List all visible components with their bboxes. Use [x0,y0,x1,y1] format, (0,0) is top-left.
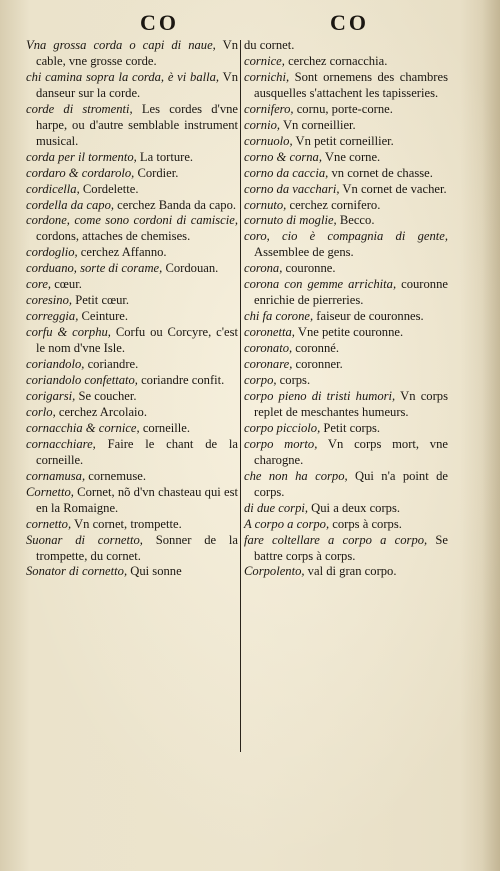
entry-definition: cordons, attaches de chemises. [36,229,191,244]
right-column [244,38,448,580]
running-head-left: CO [140,10,179,35]
dictionary-entry [26,261,238,277]
entry-headword: Vna grossa corda o capi di naue, [26,38,216,52]
entry-headword: cornacchia & cornice, [26,420,140,435]
entry-headword: coronetta, [244,325,295,340]
entry-headword: coronato, [244,341,293,356]
dictionary-entry [26,70,238,102]
entry-headword: coronare, [244,357,293,372]
dictionary-entry [244,325,448,341]
entry-headword: cornuolo, [244,133,293,148]
dictionary-entry [26,38,238,70]
entry-definition: Vn cornet de vacher. [339,181,447,196]
entry-headword: corno da caccia, [244,165,329,180]
entry-definition: cerchez cornacchia. [284,53,388,68]
entry-definition: Corfu ou Corcyre, c'est le nom d'vne Isle. [36,325,238,356]
entry-headword: chi camina sopra la corda, è vi balla, [26,69,220,84]
dictionary-entry [26,182,238,198]
dictionary-entry [244,166,448,182]
entry-definition: cerchez Affanno. [77,245,167,260]
dictionary-entry [26,293,238,309]
column-divider [240,40,241,752]
entry-definition: Sonner de la trompette, du cornet. [36,532,238,563]
entry-headword: corona, [244,261,283,276]
dictionary-entry [244,261,448,277]
dictionary-entry [26,213,238,245]
entry-definition: cornemuse. [85,468,146,483]
entry-headword: corlo, [26,404,56,419]
dictionary-entry [26,405,238,421]
dictionary-entry [26,564,238,580]
running-head-right: CO [330,10,369,35]
entry-headword: corno da vacchari, [244,181,340,196]
entry-headword: Suonar di cornetto, [26,532,143,547]
entry-headword: Corpolento, [244,564,305,579]
dictionary-entry [244,469,448,501]
entry-headword: corpo morto, [244,436,318,451]
entry-headword: corde di stromenti, [26,101,133,116]
entry-headword: cornio, [244,117,281,132]
entry-definition: Cordier. [134,165,179,180]
dictionary-entry [26,277,238,293]
entry-definition: Becco. [336,213,375,228]
entry-headword: Sonator di cornetto, [26,564,128,579]
entry-definition: Petit corps. [320,420,381,435]
dictionary-entry [244,389,448,421]
entry-definition: Se battre corps à corps. [254,532,448,563]
entry-headword: corpo picciolo, [244,420,321,435]
dictionary-entry [244,564,448,580]
entry-headword: corigarsi, [26,388,76,403]
entry-headword: cornuto, [244,197,287,212]
entry-definition: du cornet. [244,38,295,52]
entry-headword: corno & corna, [244,149,323,164]
entry-definition: cerchez Arcolaio. [55,404,147,419]
dictionary-entry [244,341,448,357]
entry-definition: cerchez Banda da capo. [114,197,237,212]
left-column [26,38,238,580]
entry-definition: coronner. [292,357,343,372]
entry-definition: Cordelette. [79,181,139,196]
entry-headword: cordaro & cordarolo, [26,165,135,180]
entry-headword: cornacchiare, [26,436,96,451]
dictionary-entry [244,309,448,325]
entry-headword: chi fa corone, [244,309,314,324]
dictionary-entry [26,517,238,533]
entry-headword: coro, cio è compagnia di gente, [244,229,448,244]
dictionary-entry [244,213,448,229]
entry-definition: Vn corps replet de meschantes humeurs. [254,388,448,419]
entry-headword: Cornetto, [26,484,74,499]
dictionary-entry [244,102,448,118]
entry-definition: Vn cable, vne grosse corde. [36,38,239,68]
entry-headword: cornichi, [244,69,290,84]
entry-definition: cerchez cornifero. [286,197,381,212]
entry-headword: coresino, [26,293,73,308]
entry-definition: Vne petite couronne. [294,325,404,340]
entry-definition: Qui a deux corps. [308,500,400,515]
entry-definition: val di gran corpo. [304,564,397,579]
dictionary-entry [26,150,238,166]
dictionary-entry [244,150,448,166]
dictionary-entry [26,357,238,373]
entry-definition: Vn danseur sur la corde. [36,69,239,100]
entry-headword: di due corpi, [244,500,309,515]
dictionary-entry [244,533,448,565]
entry-headword: corona con gemme arrichita, [244,277,397,292]
entry-headword: cornamusa, [26,468,86,483]
dictionary-entry [26,389,238,405]
entry-definition: couronne enrichie de pierreries. [254,277,448,308]
dictionary-entry [244,182,448,198]
dictionary-entry [26,373,238,389]
dictionary-entry [26,421,238,437]
entry-headword: corduano, sorte di corame, [26,261,163,276]
dictionary-entry [26,245,238,261]
entry-definition: cornu, porte-corne. [293,101,393,116]
dictionary-entry [244,373,448,389]
entry-headword: cornetto, [26,516,72,531]
entry-definition: Vne corne. [322,149,381,164]
entry-definition: Les cordes d'vne harpe, ou d'autre semblable instrument musical. [36,101,238,148]
entry-headword: corda per il tormento, [26,149,137,164]
dictionary-entry [26,533,238,565]
entry-headword: core, [26,277,52,292]
entry-definition: Se coucher. [75,388,137,403]
entry-definition: Qui sonne [127,564,182,579]
entry-headword: correggia, [26,309,79,324]
entry-definition: Vn petit corneillier. [292,133,394,148]
dictionary-entry [244,437,448,469]
dictionary-entry [26,166,238,182]
entry-headword: coriandolo, [26,357,85,372]
entry-definition: vn cornet de chasse. [328,165,433,180]
dictionary-entry [244,54,448,70]
entry-definition: Assemblee de gens. [254,245,354,260]
entry-headword: corfu & corphu, [26,325,111,340]
entry-headword: fare coltellare a corpo a corpo, [244,532,428,547]
entry-headword: corpo, [244,373,277,388]
dictionary-entry [244,70,448,102]
dictionary-entry [26,102,238,150]
entry-headword: cornifero, [244,101,294,116]
entry-headword: cordella da capo, [26,197,115,212]
dictionary-entry [26,309,238,325]
entry-definition: coriandre confit. [137,373,225,388]
page-header [0,10,500,36]
entry-definition: corps. [276,373,311,388]
entry-headword: cordone, come sono cordoni di camiscie, [26,213,238,228]
entry-definition: Vn corps mort, vne charogne. [254,436,448,467]
dictionary-entry [244,277,448,309]
dictionary-entry [244,134,448,150]
dictionary-entry [244,198,448,214]
entry-headword: che non ha corpo, [244,468,348,483]
entry-headword: cornuto di moglie, [244,213,337,228]
entry-definition: faiseur de couronnes. [313,309,424,324]
entry-headword: cornice, [244,53,285,68]
entry-definition: Faire le chant de la corneille. [36,436,238,467]
entry-definition: couronne. [282,261,336,276]
entry-headword: cordoglio, [26,245,78,260]
dictionary-entry [26,437,238,469]
entry-definition: coriandre. [84,357,139,372]
entry-headword: A corpo a corpo, [244,516,330,531]
entry-definition: Sont ornemens des chambres ausquelles s'attachent les tapisseries. [254,69,448,100]
dictionary-entry [26,325,238,357]
entry-headword: cordicella, [26,181,80,196]
entry-definition: Cordouan. [162,261,219,276]
entry-definition: corneille. [139,420,191,435]
dictionary-entry [26,485,238,517]
dictionary-entry [26,469,238,485]
entry-definition: Cornet, nõ d'vn chasteau qui est en la Romaigne. [36,484,238,515]
dictionary-entry [244,118,448,134]
dictionary-entry [244,357,448,373]
entry-definition: corps à corps. [329,516,402,531]
entry-definition: Vn corneillier. [280,117,356,132]
entry-headword: coriandolo confettato, [26,373,138,388]
dictionary-entry [244,501,448,517]
entry-definition: Petit cœur. [72,293,130,308]
entry-headword: corpo pieno di tristi humori, [244,388,396,403]
page-edge-shadow [482,0,500,871]
dictionary-entry [244,229,448,261]
entry-definition: Qui n'a point de corps. [254,468,448,499]
entry-definition: Ceinture. [78,309,129,324]
entry-definition: cœur. [51,277,82,292]
dictionary-entry [244,38,448,54]
entry-definition: coronné. [292,341,340,356]
entry-definition: Vn cornet, trompette. [71,516,182,531]
entry-definition: La torture. [136,149,194,164]
dictionary-entry [244,517,448,533]
dictionary-entry [244,421,448,437]
dictionary-entry [26,198,238,214]
